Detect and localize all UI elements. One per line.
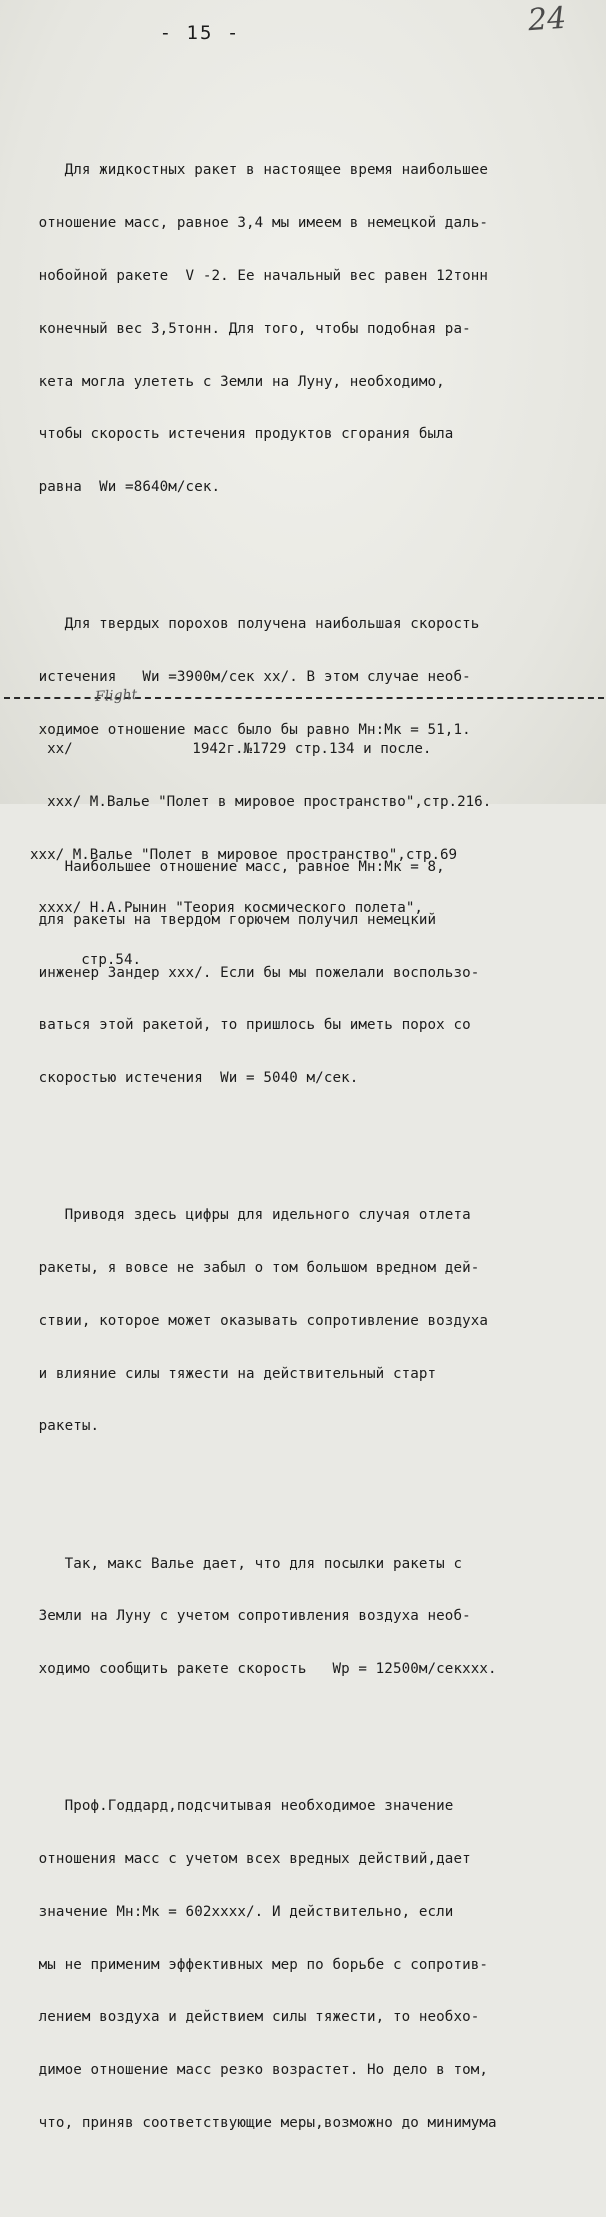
text-line: ракеты, я вовсе не забыл о том большом вредном дей-	[30, 1260, 480, 1276]
footnotes	[30, 706, 602, 1005]
paragraph-ideal-case	[30, 1172, 602, 1471]
text-line: инженер Зандер xxx/. Если бы мы пожелали воспользо-	[30, 964, 480, 981]
text-line: что, приняв соответствующие меры,возможно до минимума	[30, 2114, 497, 2131]
text-line: отношение масс, равное 3,4 мы имеем в немецкой даль-	[30, 215, 489, 232]
text-line: нобойной ракете V -2. Ее начальный вес равен 12тонн	[30, 267, 489, 284]
paragraph-valier	[30, 1520, 602, 1714]
text-line: Так, макс Валье дает, что для посылки ракеты с	[30, 1555, 463, 1572]
text-line: ракеты.	[30, 1418, 100, 1435]
text-line: Наибольшее отношение масс, равное Mн:Mк = 8,	[30, 858, 445, 875]
text-line: отношения масс с учетом всех вредных действий,дает	[30, 1851, 471, 1867]
text-line: мы не применим эффективных мер по борьбе с сопротив-	[30, 1956, 489, 1973]
text-line: Для жидкостных ракет в настоящее время наибольшее	[30, 162, 489, 179]
text-line: и влияние силы тяжести на действительный старт	[30, 1365, 437, 1382]
archive-page-mark: 24	[526, 0, 568, 39]
page-number: - 15 -	[159, 22, 241, 44]
text-line: кета могла улететь с Земли на Луну, необходимо,	[30, 373, 445, 390]
text-line: ходимо сообщить ракете скорость Wр = 12500м/секxxx.	[30, 1661, 497, 1678]
text-line: Проф.Годдард,подсчитывая необходимое значение	[30, 1798, 454, 1815]
footnote-line: xx/ 1942г.№1729 стр.134 и после.	[30, 741, 432, 758]
handwritten-note: Flight	[94, 686, 138, 706]
text-line: для ракеты на твердом горючем получил немецкий	[30, 911, 437, 928]
footnote-line: xxxx/ Н.А.Рынин "Теория космического полета",	[30, 899, 423, 916]
footnote-divider	[4, 697, 604, 699]
text-line: ходимое отношение масс было бы равно Mн:Mк = 51,1.	[30, 721, 471, 738]
text-line: истечения Wи =3900м/сек xx/. В этом случае необ-	[30, 669, 471, 685]
text-line: ствии, которое может оказывать сопротивление воздуха	[30, 1312, 489, 1329]
text-line: лением воздуха и действием силы тяжести, то необхо-	[30, 2009, 480, 2026]
footnote-line: стр.54.	[30, 952, 142, 969]
text-line: Земли на Луну с учетом сопротивления воздуха необ-	[30, 1608, 471, 1625]
text-line: конечный вес 3,5тонн. Для того, чтобы подобная ра-	[30, 320, 471, 337]
text-line: Приводя здесь цифры для идельного случая отлета	[30, 1207, 471, 1224]
text-line: скоростью истечения Wи = 5040 м/сек.	[30, 1070, 359, 1087]
text-line: значение Mн:Mк = 602xxxx/. И действительно, если	[30, 1903, 454, 1920]
body-text	[30, 92, 602, 2217]
paragraph-goddard	[30, 1763, 602, 2168]
paragraph-liquid-rockets	[30, 127, 602, 532]
footnote-line: xxx/ М.Валье "Полет в мировое пространство",стр.69	[30, 846, 458, 863]
text-line: ваться этой ракетой, то пришлось бы иметь порох со	[30, 1017, 471, 1034]
text-line: димое отношение масс резко возрастет. Но дело в том,	[30, 2062, 489, 2079]
text-line: чтобы скорость истечения продуктов сгорания была	[30, 426, 454, 443]
footnote-line: xxx/ М.Валье "Полет в мировое пространство",стр.216.	[30, 793, 492, 810]
text-line: равна Wи =8640м/сек.	[30, 479, 221, 496]
text-line: Для твердых порохов получена наибольшая скорость	[30, 616, 480, 633]
